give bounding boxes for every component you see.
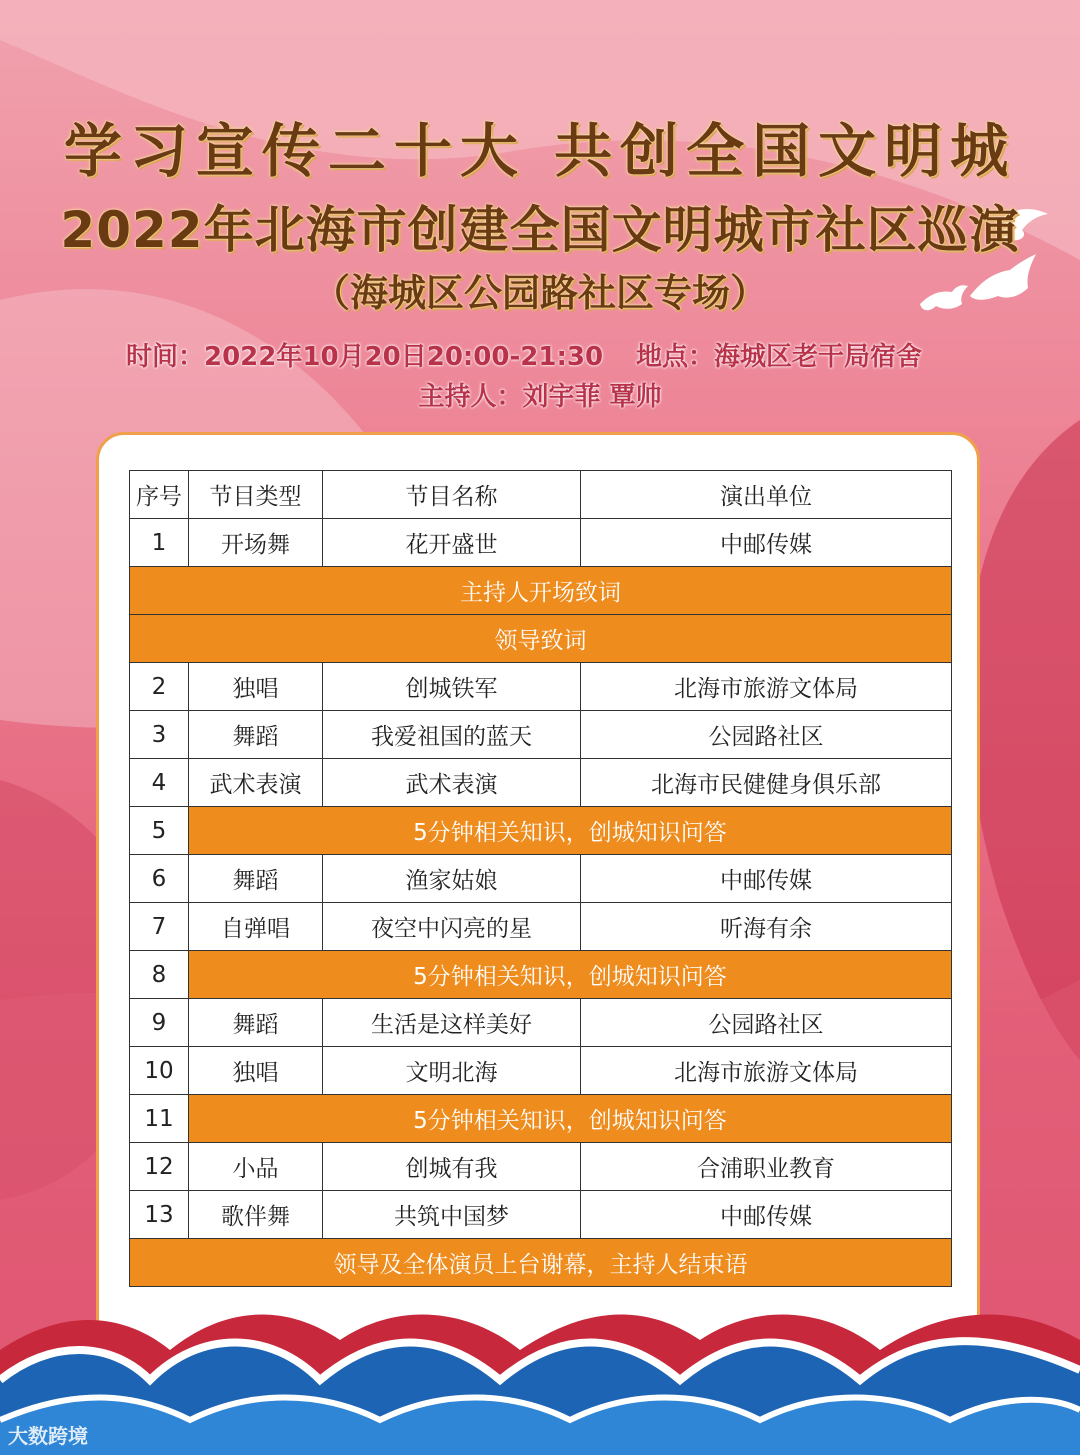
- event-title: 2022年北海市创建全国文明城市社区巡演: [60, 201, 1020, 259]
- table-row: [130, 759, 952, 807]
- header-number: 序号: [130, 471, 189, 519]
- header-name: 节目名称: [323, 471, 581, 519]
- table-row: [130, 663, 952, 711]
- event-place: 地点：海城区老干局宿舍: [636, 342, 923, 372]
- slogan-title: 学习宣传二十大 共创全国文明城: [63, 117, 1017, 185]
- name-cell: 武术表演: [323, 759, 581, 807]
- unit-cell: 北海市旅游文体局: [581, 1047, 952, 1095]
- number-cell: 11: [130, 1095, 189, 1143]
- table-row: [130, 807, 952, 855]
- waves-decoration: [0, 1290, 1080, 1455]
- type-cell: 武术表演: [189, 759, 323, 807]
- name-cell: 文明北海: [323, 1047, 581, 1095]
- number-cell: 12: [130, 1143, 189, 1191]
- program-table: [129, 470, 952, 1287]
- type-cell: 舞蹈: [189, 855, 323, 903]
- name-cell: 生活是这样美好: [323, 999, 581, 1047]
- table-row: [130, 903, 952, 951]
- table-row: [130, 855, 952, 903]
- table-row: [130, 1143, 952, 1191]
- header-unit: 演出单位: [581, 471, 952, 519]
- name-cell: 我爱祖国的蓝天: [323, 711, 581, 759]
- number-cell: 3: [130, 711, 189, 759]
- type-cell: 舞蹈: [189, 999, 323, 1047]
- unit-cell: 北海市民健健身俱乐部: [581, 759, 952, 807]
- table-row: [130, 711, 952, 759]
- segment-cell: 领导及全体演员上台谢幕，主持人结束语: [130, 1239, 952, 1287]
- unit-cell: 合浦职业教育: [581, 1143, 952, 1191]
- type-cell: 歌伴舞: [189, 1191, 323, 1239]
- table-row: [130, 951, 952, 999]
- segment-cell: 主持人开场致词: [130, 567, 952, 615]
- type-cell: 开场舞: [189, 519, 323, 567]
- name-cell: 创城铁军: [323, 663, 581, 711]
- number-cell: 7: [130, 903, 189, 951]
- unit-cell: 中邮传媒: [581, 1191, 952, 1239]
- unit-cell: 听海有余: [581, 903, 952, 951]
- segment-cell: 5分钟相关知识，创城知识问答: [189, 951, 952, 999]
- type-cell: 独唱: [189, 1047, 323, 1095]
- segment-cell: 领导致词: [130, 615, 952, 663]
- table-row: [130, 1191, 952, 1239]
- number-cell: 2: [130, 663, 189, 711]
- header-type: 节目类型: [189, 471, 323, 519]
- number-cell: 6: [130, 855, 189, 903]
- number-cell: 1: [130, 519, 189, 567]
- type-cell: 小品: [189, 1143, 323, 1191]
- number-cell: 10: [130, 1047, 189, 1095]
- number-cell: 5: [130, 807, 189, 855]
- name-cell: 共筑中国梦: [323, 1191, 581, 1239]
- table-row: [130, 1047, 952, 1095]
- table-row: [130, 567, 952, 615]
- name-cell: 夜空中闪亮的星: [323, 903, 581, 951]
- type-cell: 自弹唱: [189, 903, 323, 951]
- unit-cell: 北海市旅游文体局: [581, 663, 952, 711]
- segment-cell: 5分钟相关知识，创城知识问答: [189, 807, 952, 855]
- unit-cell: 中邮传媒: [581, 519, 952, 567]
- event-time: 时间：2022年10月20日20:00-21:30: [126, 342, 604, 372]
- event-subtitle: （海城区公园路社区专场）: [311, 271, 768, 315]
- type-cell: 舞蹈: [189, 711, 323, 759]
- program-body: [130, 519, 952, 1287]
- table-row: [130, 615, 952, 663]
- number-cell: 13: [130, 1191, 189, 1239]
- table-row: [130, 999, 952, 1047]
- name-cell: 花开盛世: [323, 519, 581, 567]
- segment-cell: 5分钟相关知识，创城知识问答: [189, 1095, 952, 1143]
- number-cell: 4: [130, 759, 189, 807]
- table-header-row: [130, 471, 952, 519]
- table-row: [130, 1239, 952, 1287]
- name-cell: 创城有我: [323, 1143, 581, 1191]
- name-cell: 渔家姑娘: [323, 855, 581, 903]
- number-cell: 9: [130, 999, 189, 1047]
- table-row: [130, 1095, 952, 1143]
- number-cell: 8: [130, 951, 189, 999]
- watermark-text: 大数跨境: [8, 1424, 88, 1448]
- table-row: [130, 519, 952, 567]
- unit-cell: 公园路社区: [581, 999, 952, 1047]
- unit-cell: 中邮传媒: [581, 855, 952, 903]
- event-hosts: 主持人：刘宇菲 覃帅: [418, 382, 662, 412]
- unit-cell: 公园路社区: [581, 711, 952, 759]
- type-cell: 独唱: [189, 663, 323, 711]
